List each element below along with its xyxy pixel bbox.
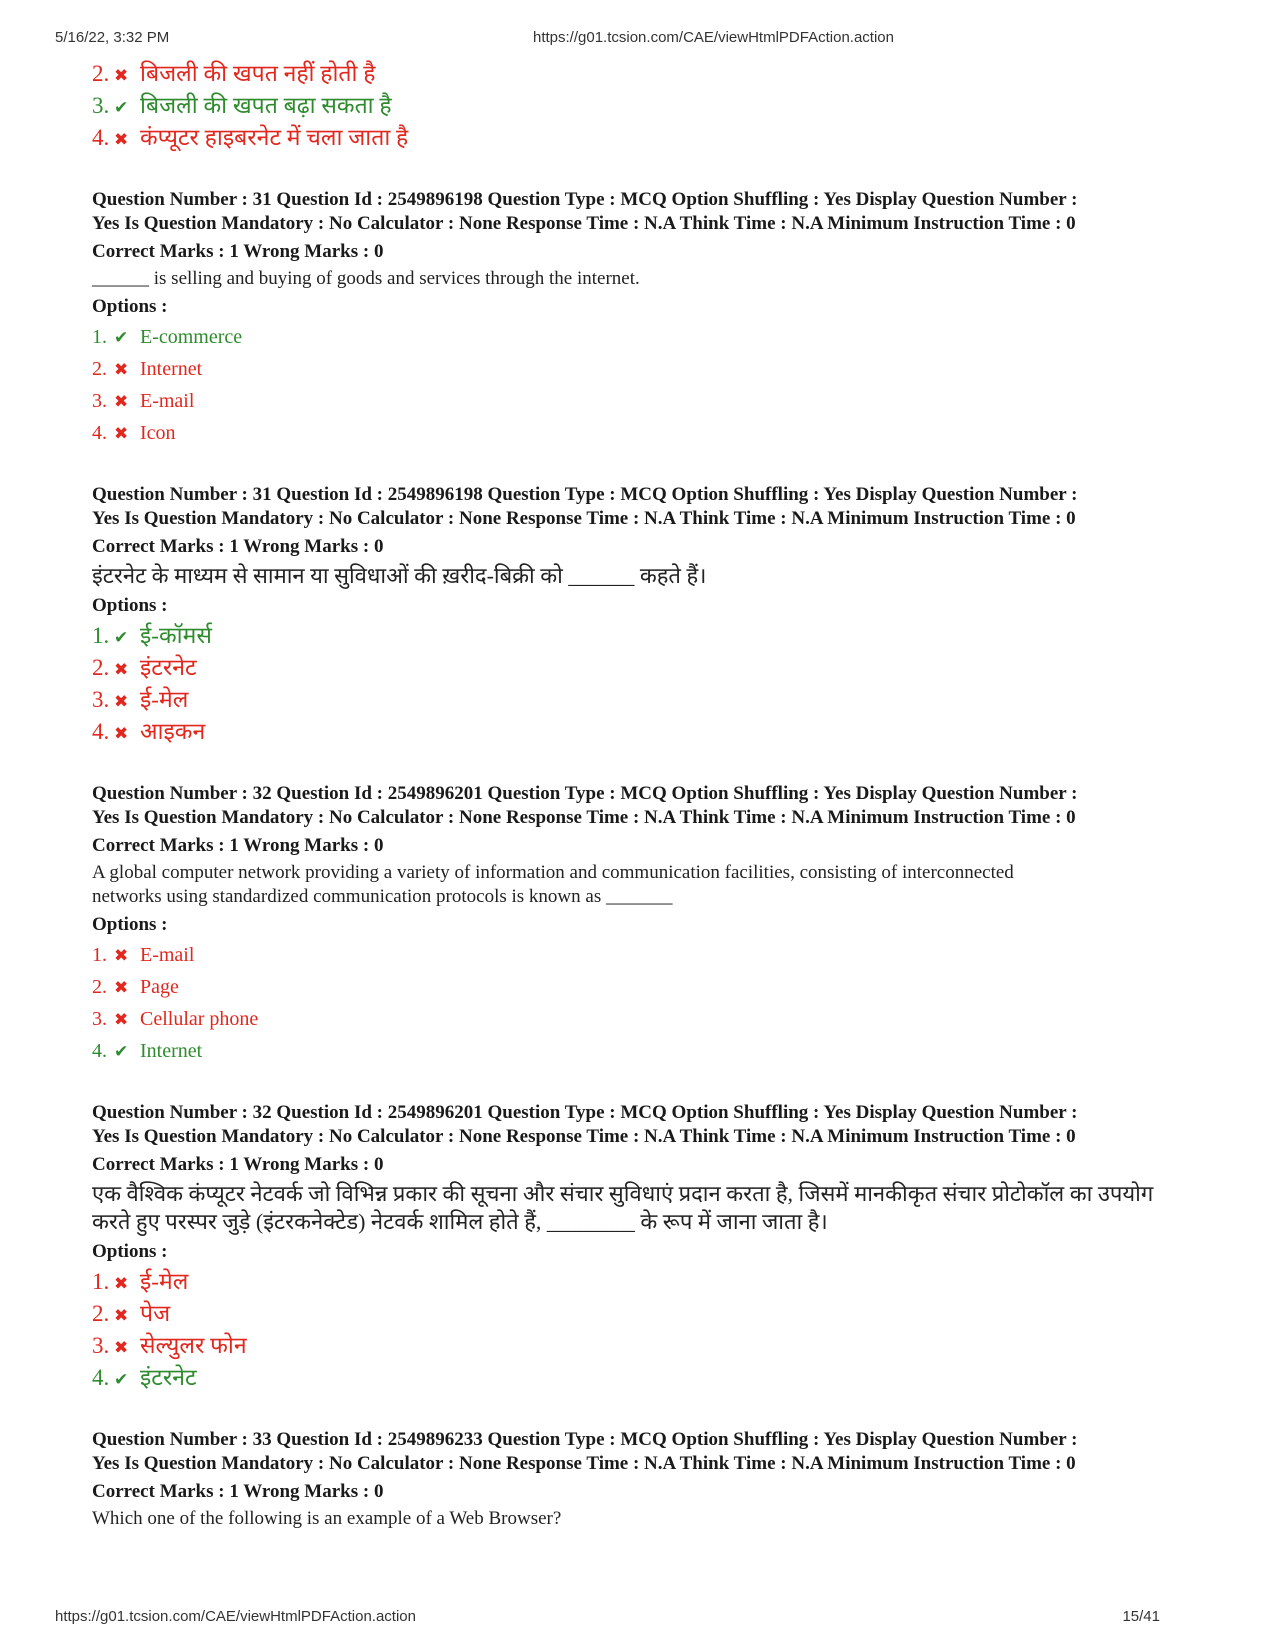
question-meta: Question Number : 31 Question Id : 2549896198 Question Type : MCQ Option Shuffling : Yes Display Question Number : Yes Is Question Mandatory : No Calculator : None Response Time : N.A Think Time : N.A Minimum Instruction Time : 0 [92, 484, 1078, 529]
cross-icon: ✖ [114, 392, 129, 412]
option-text: पेज [140, 1301, 171, 1326]
option-item: 2. ✖ इंटरनेट [92, 652, 1202, 684]
option-text: इंटरनेट [140, 1365, 197, 1390]
option-item: 4. ✖ Icon [92, 417, 1202, 449]
question-marks: Correct Marks : 1 Wrong Marks : 0 [92, 1154, 384, 1175]
option-text: Cellular phone [140, 1008, 259, 1030]
question-text: एक वैश्विक कंप्यूटर नेटवर्क जो विभिन्न प्रकार की सूचना और संचार सुविधाएं प्रदान करता है, जिसमें मानकीकृत संचार प्रोटोकॉल का उपयोग करते हुए परस्पर जुड़े (इंटरकनेक्टेड) नेटवर्क शामिल होते हैं, ________ के रूप में जाना जाता है। [92, 1181, 1154, 1234]
option-item: 2. ✖ पेज [92, 1298, 1202, 1330]
question-text: इंटरनेट के माध्यम से सामान या सुविधाओं की ख़रीद-बिक्री को ______ कहते हैं। [92, 563, 707, 588]
question-text: ______ is selling and buying of goods and services through the internet. [92, 268, 640, 289]
option-text: ई-मेल [140, 1269, 189, 1294]
cross-icon: ✖ [114, 1010, 129, 1030]
question-meta: Question Number : 32 Question Id : 2549896201 Question Type : MCQ Option Shuffling : Yes Display Question Number : Yes Is Question Mandatory : No Calculator : None Response Time : N.A Think Time : N.A Minimum Instruction Time : 0 [92, 783, 1078, 828]
cross-icon: ✖ [114, 946, 129, 966]
option-text: बिजली की खपत नहीं होती है [140, 61, 376, 86]
check-icon: ✔ [114, 1042, 129, 1062]
cross-icon: ✖ [114, 978, 129, 998]
option-item: 2. ✖ Internet [92, 353, 1202, 385]
cross-icon: ✖ [114, 130, 129, 150]
cross-icon: ✖ [114, 1338, 129, 1358]
check-icon: ✔ [114, 328, 129, 348]
print-datetime: 5/16/22, 3:32 PM [55, 29, 170, 46]
option-text: ई-मेल [140, 687, 189, 712]
check-icon: ✔ [114, 1370, 129, 1390]
option-text: Page [140, 976, 179, 998]
footer-url: https://g01.tcsion.com/CAE/viewHtmlPDFAction.action [55, 1608, 416, 1625]
question-meta: Question Number : 31 Question Id : 2549896198 Question Type : MCQ Option Shuffling : Yes Display Question Number : Yes Is Question Mandatory : No Calculator : None Response Time : N.A Think Time : N.A Minimum Instruction Time : 0 [92, 189, 1078, 234]
cross-icon: ✖ [114, 1274, 129, 1294]
option-text: आइकन [140, 719, 206, 744]
option-item: 1. ✔ E-commerce [92, 321, 1202, 353]
question-marks: Correct Marks : 1 Wrong Marks : 0 [92, 1481, 384, 1502]
cross-icon: ✖ [114, 360, 129, 380]
option-item: 3. ✔ बिजली की खपत बढ़ा सकता है [92, 90, 1202, 122]
cross-icon: ✖ [114, 424, 129, 444]
question-block [92, 483, 1202, 748]
question-block [92, 1428, 1202, 1531]
option-item: 3. ✖ E-mail [92, 385, 1202, 417]
option-item: 3. ✖ ई-मेल [92, 684, 1202, 716]
option-text: E-mail [140, 390, 195, 412]
header-url: https://g01.tcsion.com/CAE/viewHtmlPDFAction.action [533, 29, 894, 46]
check-icon: ✔ [114, 628, 129, 648]
options-label: Options : [92, 1241, 168, 1262]
option-item: 4. ✖ कंप्यूटर हाइबरनेट में चला जाता है [92, 122, 1202, 154]
option-item: 2. ✖ Page [92, 971, 1202, 1003]
option-text: Internet [140, 358, 203, 380]
options-label: Options : [92, 595, 168, 616]
option-text: बिजली की खपत बढ़ा सकता है [140, 93, 392, 118]
question-marks: Correct Marks : 1 Wrong Marks : 0 [92, 835, 384, 856]
question-meta: Question Number : 33 Question Id : 2549896233 Question Type : MCQ Option Shuffling : Yes Display Question Number : Yes Is Question Mandatory : No Calculator : None Response Time : N.A Think Time : N.A Minimum Instruction Time : 0 [92, 1429, 1078, 1474]
option-text: E-mail [140, 944, 195, 966]
options-label: Options : [92, 914, 168, 935]
question-text: Which one of the following is an example of a Web Browser? [92, 1508, 562, 1529]
option-text: इंटरनेट [140, 655, 197, 680]
options-label: Options : [92, 296, 168, 317]
cross-icon: ✖ [114, 66, 129, 86]
cross-icon: ✖ [114, 692, 129, 712]
question-meta: Question Number : 32 Question Id : 2549896201 Question Type : MCQ Option Shuffling : Yes Display Question Number : Yes Is Question Mandatory : No Calculator : None Response Time : N.A Think Time : N.A Minimum Instruction Time : 0 [92, 1102, 1078, 1147]
option-text: Internet [140, 1040, 203, 1062]
option-text: E-commerce [140, 326, 243, 348]
option-item: 1. ✖ E-mail [92, 939, 1202, 971]
question-block [92, 1101, 1202, 1394]
option-item: 1. ✔ ई-कॉमर्स [92, 620, 1202, 652]
option-item: 4. ✔ इंटरनेट [92, 1362, 1202, 1394]
option-text: सेल्युलर फोन [140, 1333, 247, 1358]
question-marks: Correct Marks : 1 Wrong Marks : 0 [92, 241, 384, 262]
question-block [92, 188, 1202, 449]
option-text: ई-कॉमर्स [140, 623, 212, 648]
option-item: 4. ✔ Internet [92, 1035, 1202, 1067]
document-content [92, 58, 1202, 1531]
question-text: A global computer network providing a variety of information and communication facilities, consisting of interconnected networks using standardized communication protocols is known as _______ [92, 862, 1014, 907]
option-text: Icon [140, 422, 176, 444]
page-number: 15/41 [1122, 1608, 1160, 1625]
cross-icon: ✖ [114, 1306, 129, 1326]
carryover-options [92, 58, 1202, 154]
option-item: 3. ✖ Cellular phone [92, 1003, 1202, 1035]
check-icon: ✔ [114, 98, 129, 118]
option-item: 1. ✖ ई-मेल [92, 1266, 1202, 1298]
cross-icon: ✖ [114, 660, 129, 680]
option-item: 2. ✖ बिजली की खपत नहीं होती है [92, 58, 1202, 90]
option-item: 3. ✖ सेल्युलर फोन [92, 1330, 1202, 1362]
cross-icon: ✖ [114, 724, 129, 744]
question-block [92, 782, 1202, 1067]
option-item: 4. ✖ आइकन [92, 716, 1202, 748]
option-text: कंप्यूटर हाइबरनेट में चला जाता है [140, 125, 409, 150]
question-marks: Correct Marks : 1 Wrong Marks : 0 [92, 536, 384, 557]
